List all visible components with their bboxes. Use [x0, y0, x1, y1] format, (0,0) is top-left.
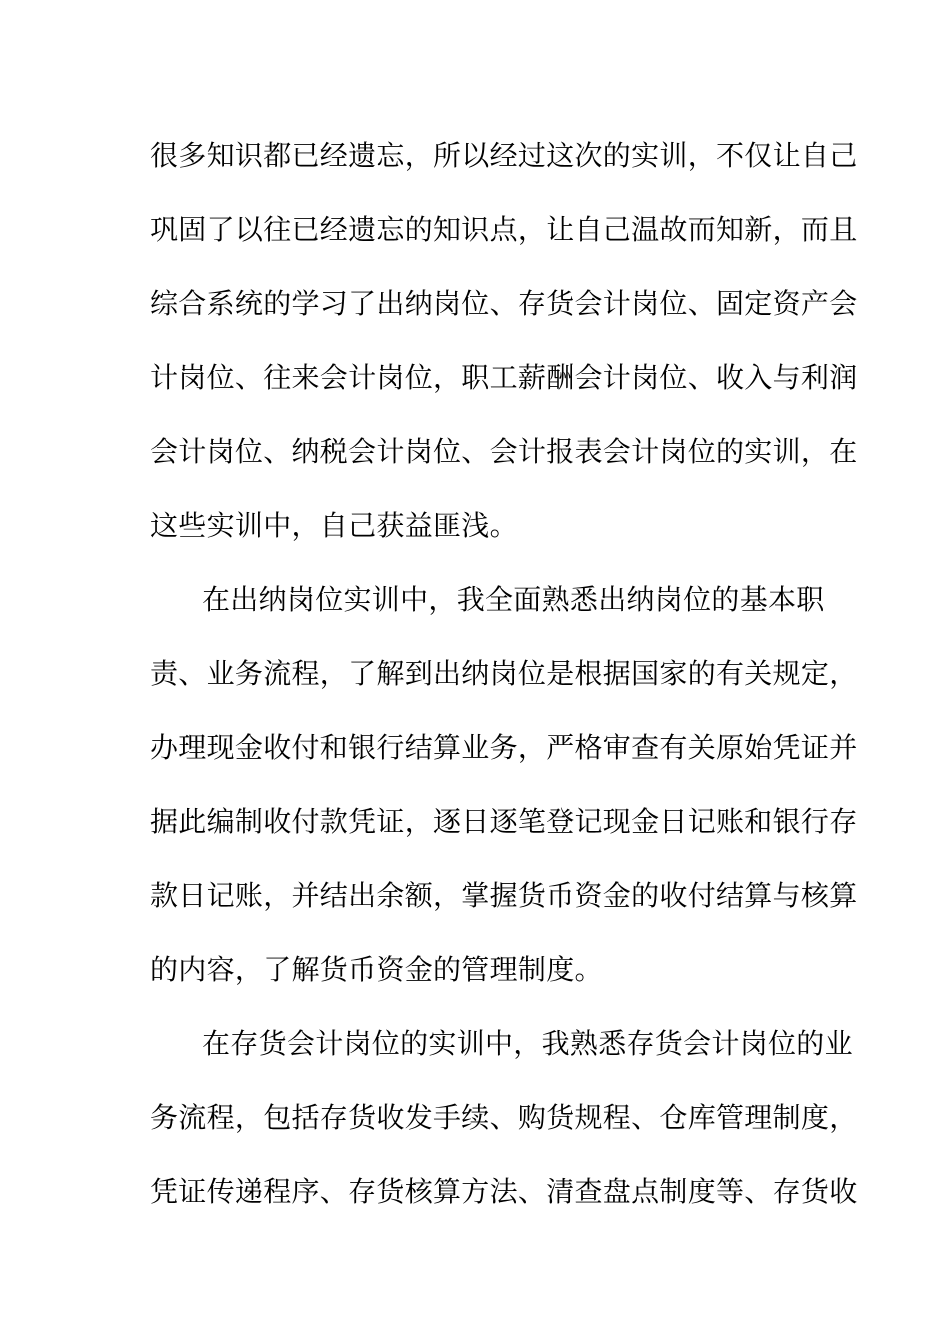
- text-line: 很多知识都已经遗忘，所以经过这次的实训，不仅让自己: [150, 139, 858, 172]
- paragraph-first-line: 在出纳岗位实训中，我全面熟悉出纳岗位的基本职: [202, 583, 825, 616]
- text-line: 办理现金收付和银行结算业务，严格审查有关原始凭证并: [150, 731, 858, 764]
- text-line: 务流程，包括存货收发手续、购货规程、仓库管理制度，: [150, 1101, 858, 1134]
- text-line: 这些实训中，自己获益匪浅。: [150, 509, 518, 542]
- text-line: 据此编制收付款凭证，逐日逐笔登记现金日记账和银行存: [150, 805, 858, 838]
- body-text: [150, 119, 858, 1229]
- text-line: 责、业务流程，了解到出纳岗位是根据国家的有关规定，: [150, 657, 858, 690]
- paragraph-first-line: 在存货会计岗位的实训中，我熟悉存货会计岗位的业: [202, 1027, 853, 1060]
- text-line: 综合系统的学习了出纳岗位、存货会计岗位、固定资产会: [150, 287, 858, 320]
- text-line: 的内容，了解货币资金的管理制度。: [150, 953, 603, 986]
- text-line: 凭证传递程序、存货核算方法、清查盘点制度等、存货收: [150, 1175, 858, 1208]
- text-line: 计岗位、往来会计岗位，职工薪酬会计岗位、收入与利润: [150, 361, 858, 394]
- text-line: 会计岗位、纳税会计岗位、会计报表会计岗位的实训，在: [150, 435, 858, 468]
- text-line: 巩固了以往已经遗忘的知识点，让自己温故而知新，而且: [150, 213, 858, 246]
- text-line: 款日记账，并结出余额，掌握货币资金的收付结算与核算: [150, 879, 858, 912]
